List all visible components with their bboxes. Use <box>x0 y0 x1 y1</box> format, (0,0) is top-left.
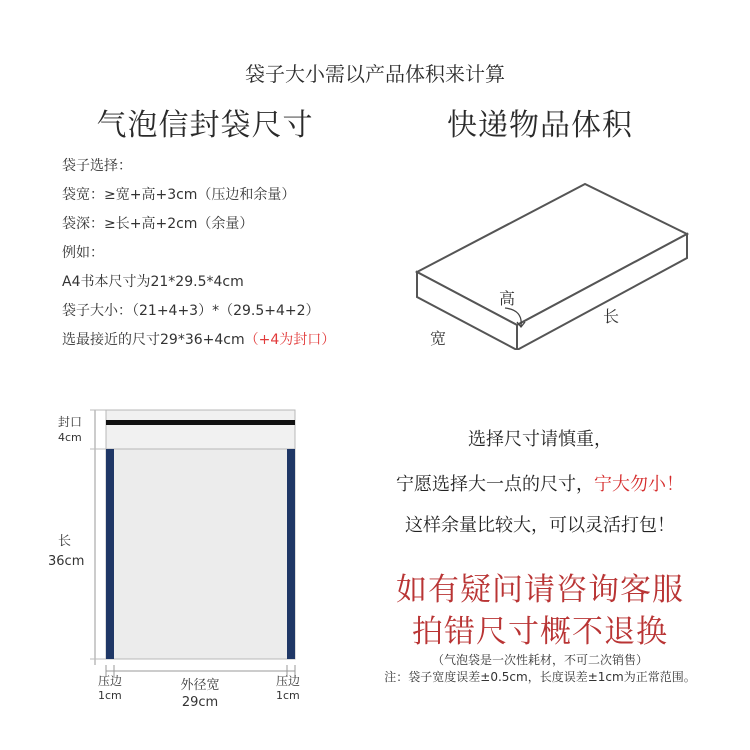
right-edge-label: 压边 <box>276 674 301 688</box>
advice-line-2 <box>345 470 735 496</box>
length-value: 36cm <box>48 554 85 569</box>
advice-line-3: 这样余量比较大，可以灵活打包！ <box>405 515 675 536</box>
right-edge-band <box>287 449 295 659</box>
bag-dimension-diagram <box>40 395 315 725</box>
rule-nearest-size <box>62 326 382 355</box>
consumable-note: （气泡袋是一次性耗材，不可二次销售） <box>431 653 648 667</box>
length-label: 长 <box>58 534 72 549</box>
tolerance-note: 注：袋子宽度误差±0.5cm，长度误差±1cm为正常范围。 <box>384 670 696 684</box>
nearest-size-text: 选最接近的尺寸29*36+4cm <box>62 332 245 348</box>
no-return-warning: 拍错尺寸概不退换 <box>412 614 668 650</box>
seal-note-highlight: （+4为封口） <box>244 332 336 348</box>
advice-line-2-text: 宁愿选择大一点的尺寸， <box>396 474 594 495</box>
page-title: 袋子大小需以产品体积来计算 <box>245 62 505 86</box>
rule-example-book: A4书本尺寸为21*29.5*4cm <box>62 274 244 290</box>
box-length-label: 长 <box>603 307 620 326</box>
contact-service-line: 如有疑问请咨询客服 <box>396 572 684 608</box>
rule-width: 袋宽：≥宽+高+3cm（压边和余量） <box>62 187 296 203</box>
product-box-illustration <box>395 160 695 350</box>
outer-width-label: 外径宽 <box>180 678 220 693</box>
product-volume-heading: 快递物品体积 <box>447 108 633 143</box>
rule-title: 袋子选择： <box>62 158 132 174</box>
rule-calculation: 袋子大小：（21+4+3）*（29.5+4+2） <box>62 303 320 319</box>
seal-value: 4cm <box>58 431 82 444</box>
seal-strip <box>106 420 295 425</box>
left-edge-label: 压边 <box>98 674 123 688</box>
box-width-label: 宽 <box>430 329 447 348</box>
left-edge-band <box>106 449 114 659</box>
left-edge-value: 1cm <box>98 689 122 702</box>
seal-label: 封口 <box>58 415 83 429</box>
bag-size-heading: 气泡信封袋尺寸 <box>96 108 314 143</box>
advice-line-2-highlight: 宁大勿小！ <box>594 474 684 495</box>
advice-line-1: 选择尺寸请慎重， <box>468 429 612 450</box>
bag-selection-rules <box>62 152 382 355</box>
box-height-label: 高 <box>499 289 516 308</box>
bag-seal-area <box>106 410 295 449</box>
right-edge-value: 1cm <box>276 689 300 702</box>
rule-depth: 袋深：≥长+高+2cm（余量） <box>62 216 254 232</box>
outer-width-value: 29cm <box>181 695 219 710</box>
rule-example-label: 例如： <box>62 245 104 261</box>
